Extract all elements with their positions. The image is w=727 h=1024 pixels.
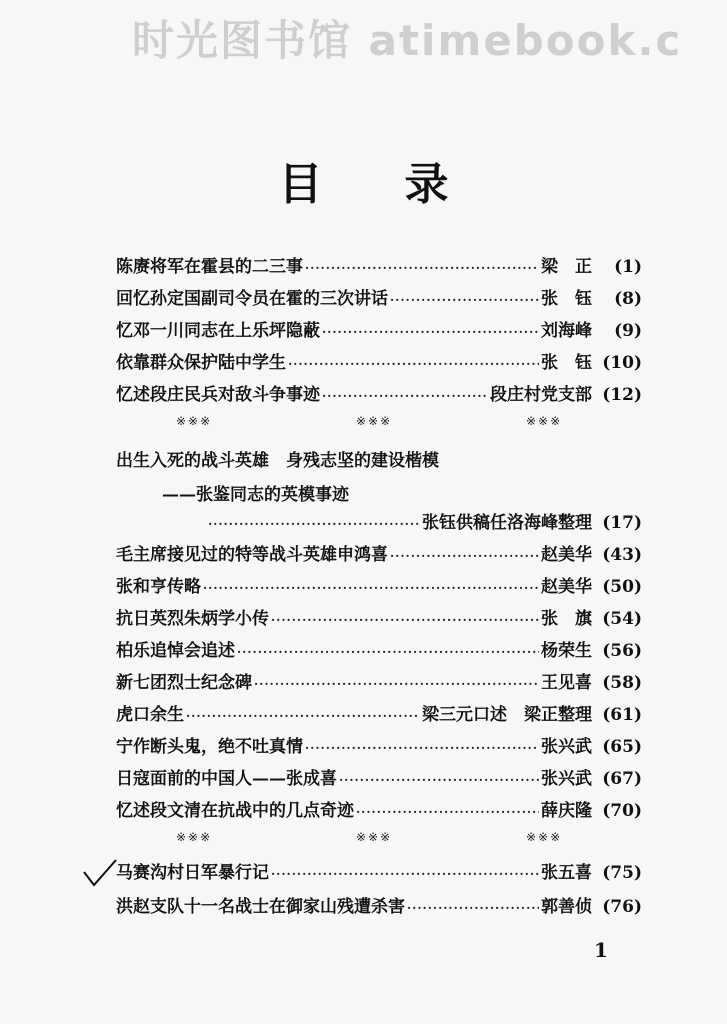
entry-page: (10) xyxy=(602,353,642,373)
dot-leader xyxy=(254,673,539,695)
entry-author: 段庄村党支部 xyxy=(490,385,592,405)
entry-page: (67) xyxy=(602,769,642,789)
toc-entry[interactable] xyxy=(116,862,642,885)
entry-author: 张 钰 xyxy=(541,353,592,373)
dot-leader xyxy=(208,513,420,535)
dot-leader xyxy=(390,545,539,567)
dot-leader xyxy=(339,769,539,791)
toc-entry[interactable] xyxy=(116,384,642,407)
entry-author: 张五喜 xyxy=(541,863,592,883)
dot-leader xyxy=(288,353,539,375)
page-title: 目录 xyxy=(278,159,531,210)
entry-author: 赵美华 xyxy=(541,577,592,597)
toc-entry[interactable] xyxy=(116,704,642,727)
entry-title: 马赛沟村日军暴行记 xyxy=(116,863,269,883)
entry-title: 张和亨传略 xyxy=(116,577,201,597)
entry-author: 赵美华 xyxy=(541,545,592,565)
entry-title: 忆述段庄民兵对敌斗争事迹 xyxy=(116,385,320,405)
entry-page: (61) xyxy=(602,705,642,725)
dot-leader xyxy=(203,577,539,599)
toc-entry[interactable] xyxy=(206,512,642,535)
entry-page: (50) xyxy=(602,577,642,597)
entry-page: (70) xyxy=(602,801,642,821)
entry-page: (75) xyxy=(602,863,642,883)
entry-author: 张兴武 xyxy=(541,769,592,789)
separator-mark: ※※※ xyxy=(526,830,563,844)
entry-title: 宁作断头鬼，绝不吐真情 xyxy=(116,737,303,757)
entry-author: 刘海峰 xyxy=(541,321,592,341)
watermark: 时光图书馆 atimebook.c xyxy=(132,16,683,65)
checkmark-icon xyxy=(82,858,118,888)
entry-author: 张钰供稿任洛海峰整理 xyxy=(422,513,592,533)
toc-entry[interactable] xyxy=(116,672,642,695)
dot-leader xyxy=(322,321,539,343)
entry-author: 梁三元口述 梁正整理 xyxy=(422,705,592,725)
entry-page: (17) xyxy=(602,513,642,533)
dot-leader xyxy=(390,289,539,311)
feature-title-line2: ——张鉴同志的英模事迹 xyxy=(162,485,349,505)
entry-title: 柏乐追悼会追述 xyxy=(116,641,235,661)
toc-entry[interactable] xyxy=(116,320,642,343)
entry-title: 日寇面前的中国人——张成喜 xyxy=(116,769,337,789)
dot-leader xyxy=(186,705,420,727)
feature-title-line1[interactable]: 出生入死的战斗英雄 身残志坚的建设楷模 xyxy=(116,451,439,471)
entry-title: 忆述段文清在抗战中的几点奇迹 xyxy=(116,801,354,821)
toc-entry[interactable] xyxy=(116,768,642,791)
separator-mark: ※※※ xyxy=(526,414,563,428)
entry-author: 张 旗 xyxy=(541,609,592,629)
dot-leader xyxy=(356,801,539,823)
toc-entry[interactable] xyxy=(116,352,642,375)
entry-page: (65) xyxy=(602,737,642,757)
entry-page: (1) xyxy=(614,257,642,277)
entry-title: 陈赓将军在霍县的二三事 xyxy=(116,257,303,277)
entry-title: 新七团烈士纪念碑 xyxy=(116,673,252,693)
entry-title: 洪赵支队十一名战士在御家山残遭杀害 xyxy=(116,897,405,917)
toc-entry[interactable] xyxy=(116,576,642,599)
entry-page: (56) xyxy=(602,641,642,661)
entry-page: (54) xyxy=(602,609,642,629)
entry-title: 忆邓一川同志在上乐坪隐蔽 xyxy=(116,321,320,341)
separator-mark: ※※※ xyxy=(176,414,213,428)
entry-page: (76) xyxy=(602,897,642,917)
toc-entry[interactable] xyxy=(116,608,642,631)
entry-author: 张 钰 xyxy=(541,289,592,309)
dot-leader xyxy=(322,385,488,407)
entry-title: 毛主席接见过的特等战斗英雄申鸿喜 xyxy=(116,545,388,565)
separator-mark: ※※※ xyxy=(356,414,393,428)
entry-title: 抗日英烈朱炳学小传 xyxy=(116,609,269,629)
toc-entry[interactable] xyxy=(116,256,642,279)
entry-page: (8) xyxy=(614,289,642,309)
toc-entry[interactable] xyxy=(116,288,642,311)
entry-page: (43) xyxy=(602,545,642,565)
entry-author: 杨荣生 xyxy=(541,641,592,661)
entry-page: (9) xyxy=(614,321,642,341)
entry-title: 依靠群众保护陆中学生 xyxy=(116,353,286,373)
page-number: 1 xyxy=(594,938,608,962)
dot-leader xyxy=(305,737,539,759)
dot-leader xyxy=(271,863,539,885)
toc-entry[interactable] xyxy=(116,544,642,567)
toc-entry[interactable] xyxy=(116,736,642,759)
entry-page: (12) xyxy=(602,385,642,405)
dot-leader xyxy=(407,897,539,919)
separator-mark: ※※※ xyxy=(356,830,393,844)
entry-author: 张兴武 xyxy=(541,737,592,757)
toc-entry[interactable] xyxy=(116,896,642,919)
entry-author: 郭善侦 xyxy=(541,897,592,917)
toc-entry[interactable] xyxy=(116,640,642,663)
dot-leader xyxy=(271,609,539,631)
separator-mark: ※※※ xyxy=(176,830,213,844)
dot-leader xyxy=(237,641,539,663)
entry-title: 虎口余生 xyxy=(116,705,184,725)
entry-author: 薛庆隆 xyxy=(541,801,592,821)
toc-entry[interactable] xyxy=(116,800,642,823)
entry-author: 王见喜 xyxy=(541,673,592,693)
entry-author: 梁 正 xyxy=(541,257,592,277)
entry-title: 回忆孙定国副司令员在霍的三次讲话 xyxy=(116,289,388,309)
dot-leader xyxy=(305,257,539,279)
entry-page: (58) xyxy=(602,673,642,693)
